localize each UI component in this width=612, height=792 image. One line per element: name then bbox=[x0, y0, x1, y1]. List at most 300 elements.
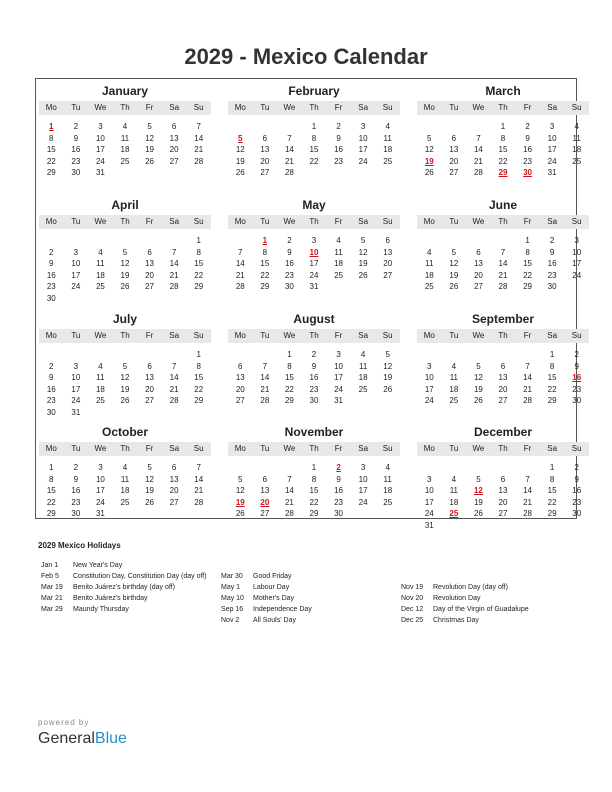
day-cell[interactable]: 20 bbox=[235, 384, 245, 394]
day-cell[interactable]: 2 bbox=[287, 236, 292, 245]
day-cell[interactable]: 18 bbox=[358, 373, 368, 382]
day-cell[interactable]: 21 bbox=[498, 270, 508, 280]
day-cell[interactable]: 24 bbox=[95, 497, 105, 507]
day-cell[interactable]: 13 bbox=[145, 373, 155, 382]
day-cell[interactable]: 20 bbox=[449, 156, 459, 166]
day-cell[interactable]: 8 bbox=[525, 247, 530, 257]
day-cell[interactable]: 8 bbox=[287, 361, 292, 371]
day-cell-holiday[interactable]: 1 bbox=[49, 122, 54, 131]
day-cell[interactable]: 28 bbox=[235, 282, 245, 291]
day-cell[interactable]: 21 bbox=[194, 486, 204, 495]
day-cell-holiday[interactable]: 2 bbox=[336, 463, 341, 472]
day-cell[interactable]: 18 bbox=[334, 259, 344, 268]
day-cell[interactable]: 10 bbox=[95, 474, 105, 484]
day-cell[interactable]: 19 bbox=[145, 486, 155, 495]
day-cell[interactable]: 10 bbox=[547, 133, 557, 143]
day-cell[interactable]: 22 bbox=[309, 156, 319, 166]
day-cell[interactable]: 1 bbox=[549, 463, 555, 472]
day-cell[interactable]: 20 bbox=[145, 384, 155, 394]
day-cell[interactable]: 8 bbox=[500, 133, 506, 143]
day-cell[interactable]: 8 bbox=[311, 133, 317, 143]
day-cell[interactable]: 17 bbox=[358, 145, 368, 154]
day-cell[interactable]: 6 bbox=[385, 236, 390, 245]
day-cell[interactable]: 12 bbox=[145, 474, 155, 484]
day-cell[interactable]: 26 bbox=[449, 282, 459, 291]
day-cell[interactable]: 15 bbox=[309, 486, 319, 495]
day-cell[interactable]: 10 bbox=[358, 474, 368, 484]
day-cell[interactable]: 31 bbox=[309, 282, 319, 291]
day-cell[interactable]: 9 bbox=[49, 259, 54, 268]
day-cell[interactable]: 15 bbox=[523, 259, 533, 268]
day-cell[interactable]: 18 bbox=[383, 486, 393, 495]
day-cell[interactable]: 21 bbox=[169, 384, 179, 394]
day-cell-holiday[interactable]: 12 bbox=[473, 486, 483, 495]
day-cell[interactable]: 18 bbox=[572, 145, 582, 154]
day-cell[interactable]: 1 bbox=[311, 122, 317, 131]
day-cell[interactable]: 15 bbox=[194, 373, 204, 382]
day-cell[interactable]: 14 bbox=[473, 145, 483, 154]
day-cell[interactable]: 6 bbox=[262, 133, 268, 143]
day-cell[interactable]: 5 bbox=[238, 474, 243, 484]
day-cell[interactable]: 4 bbox=[122, 122, 128, 131]
day-cell[interactable]: 5 bbox=[476, 361, 481, 371]
day-cell-holiday[interactable]: 19 bbox=[235, 497, 245, 507]
day-cell[interactable]: 23 bbox=[547, 270, 557, 280]
day-cell[interactable]: 29 bbox=[284, 396, 294, 405]
day-cell[interactable]: 28 bbox=[498, 282, 508, 291]
day-cell[interactable]: 31 bbox=[95, 168, 105, 177]
day-cell[interactable]: 2 bbox=[336, 122, 341, 131]
day-cell[interactable]: 19 bbox=[473, 384, 483, 394]
day-cell-holiday[interactable]: 5 bbox=[238, 133, 243, 143]
day-cell[interactable]: 16 bbox=[284, 259, 294, 268]
day-cell[interactable]: 18 bbox=[449, 497, 459, 507]
day-cell[interactable]: 9 bbox=[525, 133, 530, 143]
day-cell[interactable]: 1 bbox=[549, 350, 555, 359]
day-cell[interactable]: 17 bbox=[309, 259, 319, 268]
day-cell[interactable]: 15 bbox=[46, 145, 56, 154]
day-cell[interactable]: 27 bbox=[498, 396, 508, 405]
day-cell[interactable]: 27 bbox=[169, 497, 179, 507]
day-cell[interactable]: 20 bbox=[383, 259, 393, 268]
day-cell[interactable]: 16 bbox=[547, 259, 557, 268]
day-cell[interactable]: 22 bbox=[547, 497, 557, 507]
day-cell[interactable]: 13 bbox=[260, 486, 270, 495]
day-cell[interactable]: 5 bbox=[122, 361, 128, 371]
day-cell[interactable]: 27 bbox=[235, 396, 245, 405]
day-cell[interactable]: 27 bbox=[473, 282, 483, 291]
day-cell[interactable]: 17 bbox=[358, 486, 368, 495]
day-cell[interactable]: 18 bbox=[95, 384, 105, 394]
day-cell[interactable]: 20 bbox=[169, 145, 179, 154]
day-cell[interactable]: 13 bbox=[498, 373, 508, 382]
day-cell[interactable]: 2 bbox=[549, 236, 555, 245]
day-cell[interactable]: 3 bbox=[98, 122, 103, 131]
day-cell[interactable]: 28 bbox=[473, 168, 483, 177]
day-cell[interactable]: 5 bbox=[451, 247, 457, 257]
day-cell[interactable]: 12 bbox=[383, 361, 393, 371]
day-cell[interactable]: 3 bbox=[427, 474, 432, 484]
day-cell[interactable]: 25 bbox=[334, 270, 344, 280]
day-cell[interactable]: 20 bbox=[145, 270, 155, 280]
day-cell[interactable]: 14 bbox=[260, 373, 270, 382]
day-cell[interactable]: 15 bbox=[547, 373, 557, 382]
day-cell-holiday[interactable]: 10 bbox=[309, 247, 319, 257]
day-cell[interactable]: 12 bbox=[120, 373, 130, 382]
day-cell[interactable]: 26 bbox=[120, 396, 130, 405]
day-cell[interactable]: 26 bbox=[145, 156, 155, 166]
day-cell[interactable]: 6 bbox=[262, 474, 268, 484]
day-cell[interactable]: 21 bbox=[284, 497, 294, 507]
day-cell[interactable]: 19 bbox=[120, 384, 130, 394]
day-cell[interactable]: 2 bbox=[73, 122, 79, 131]
day-cell[interactable]: 7 bbox=[476, 133, 481, 143]
day-cell[interactable]: 12 bbox=[449, 259, 459, 268]
day-cell[interactable]: 15 bbox=[194, 259, 204, 268]
day-cell[interactable]: 12 bbox=[235, 145, 245, 154]
day-cell[interactable]: 29 bbox=[46, 509, 56, 518]
day-cell[interactable]: 26 bbox=[145, 497, 155, 507]
day-cell[interactable]: 3 bbox=[311, 236, 317, 245]
day-cell[interactable]: 17 bbox=[71, 384, 81, 394]
day-cell[interactable]: 2 bbox=[311, 350, 317, 359]
day-cell[interactable]: 8 bbox=[196, 361, 201, 371]
day-cell[interactable]: 8 bbox=[549, 474, 555, 484]
day-cell[interactable]: 28 bbox=[523, 396, 533, 405]
day-cell[interactable]: 4 bbox=[122, 463, 128, 472]
day-cell[interactable]: 23 bbox=[334, 156, 344, 166]
day-cell[interactable]: 5 bbox=[147, 122, 152, 131]
day-cell[interactable]: 30 bbox=[547, 282, 557, 291]
day-cell[interactable]: 16 bbox=[71, 486, 81, 495]
day-cell[interactable]: 7 bbox=[196, 463, 201, 472]
day-cell[interactable]: 22 bbox=[46, 156, 56, 166]
day-cell[interactable]: 29 bbox=[309, 509, 319, 518]
day-cell[interactable]: 26 bbox=[235, 509, 245, 518]
day-cell[interactable]: 7 bbox=[238, 247, 243, 257]
day-cell[interactable]: 11 bbox=[572, 133, 581, 143]
day-cell[interactable]: 12 bbox=[145, 133, 155, 143]
day-cell[interactable]: 4 bbox=[451, 474, 457, 484]
day-cell[interactable]: 21 bbox=[235, 270, 245, 280]
day-cell[interactable]: 2 bbox=[525, 122, 530, 131]
day-cell[interactable]: 8 bbox=[49, 133, 54, 143]
day-cell[interactable]: 1 bbox=[49, 463, 54, 472]
day-cell[interactable]: 7 bbox=[287, 474, 292, 484]
day-cell[interactable]: 20 bbox=[498, 497, 508, 507]
day-cell[interactable]: 5 bbox=[147, 463, 152, 472]
day-cell[interactable]: 3 bbox=[549, 122, 555, 131]
day-cell[interactable]: 4 bbox=[385, 463, 390, 472]
day-cell[interactable]: 16 bbox=[71, 145, 81, 154]
day-cell[interactable]: 26 bbox=[235, 168, 245, 177]
day-cell[interactable]: 4 bbox=[451, 361, 457, 371]
day-cell[interactable]: 4 bbox=[360, 350, 366, 359]
day-cell[interactable]: 9 bbox=[336, 474, 341, 484]
day-cell[interactable]: 28 bbox=[284, 168, 294, 177]
day-cell[interactable]: 1 bbox=[500, 122, 506, 131]
day-cell[interactable]: 11 bbox=[383, 133, 392, 143]
day-cell[interactable]: 23 bbox=[71, 156, 81, 166]
day-cell[interactable]: 26 bbox=[424, 168, 434, 177]
day-cell[interactable]: 25 bbox=[383, 497, 393, 507]
day-cell[interactable]: 27 bbox=[498, 509, 508, 518]
day-cell[interactable]: 9 bbox=[73, 133, 79, 143]
day-cell[interactable]: 11 bbox=[383, 474, 392, 484]
day-cell[interactable]: 23 bbox=[334, 497, 344, 507]
day-cell[interactable]: 27 bbox=[383, 270, 393, 280]
day-cell[interactable]: 14 bbox=[194, 133, 204, 143]
day-cell[interactable]: 25 bbox=[449, 396, 459, 405]
day-cell[interactable]: 17 bbox=[424, 384, 434, 394]
day-cell[interactable]: 29 bbox=[547, 509, 557, 518]
day-cell[interactable]: 7 bbox=[196, 122, 201, 131]
day-cell[interactable]: 13 bbox=[169, 133, 179, 143]
day-cell[interactable]: 31 bbox=[424, 520, 434, 530]
day-cell[interactable]: 6 bbox=[451, 133, 457, 143]
day-cell[interactable]: 19 bbox=[235, 156, 245, 166]
day-cell[interactable]: 5 bbox=[360, 236, 366, 245]
day-cell[interactable]: 26 bbox=[473, 509, 483, 518]
day-cell[interactable]: 15 bbox=[547, 486, 557, 495]
day-cell[interactable]: 14 bbox=[284, 145, 294, 154]
day-cell[interactable]: 2 bbox=[574, 350, 579, 359]
day-cell-holiday[interactable]: 29 bbox=[498, 168, 508, 177]
day-cell[interactable]: 13 bbox=[235, 373, 245, 382]
day-cell[interactable]: 23 bbox=[71, 497, 81, 507]
day-cell[interactable]: 17 bbox=[424, 497, 434, 507]
day-cell[interactable]: 16 bbox=[309, 373, 319, 382]
day-cell[interactable]: 23 bbox=[46, 282, 56, 291]
day-cell[interactable]: 23 bbox=[572, 497, 582, 507]
day-cell[interactable]: 26 bbox=[358, 270, 368, 280]
day-cell[interactable]: 20 bbox=[498, 384, 508, 394]
day-cell[interactable]: 28 bbox=[284, 509, 294, 518]
day-cell[interactable]: 7 bbox=[500, 247, 506, 257]
day-cell[interactable]: 24 bbox=[358, 156, 368, 166]
day-cell[interactable]: 19 bbox=[383, 373, 393, 382]
day-cell[interactable]: 30 bbox=[572, 509, 582, 518]
day-cell[interactable]: 1 bbox=[311, 463, 317, 472]
day-cell[interactable]: 1 bbox=[525, 236, 530, 245]
day-cell[interactable]: 2 bbox=[73, 463, 79, 472]
day-cell[interactable]: 6 bbox=[500, 361, 506, 371]
day-cell[interactable]: 10 bbox=[71, 259, 81, 268]
day-cell[interactable]: 11 bbox=[334, 247, 343, 257]
day-cell[interactable]: 14 bbox=[498, 259, 508, 268]
day-cell[interactable]: 31 bbox=[95, 509, 105, 518]
day-cell[interactable]: 13 bbox=[449, 145, 459, 154]
day-cell[interactable]: 11 bbox=[425, 259, 434, 268]
day-cell[interactable]: 27 bbox=[260, 168, 270, 177]
day-cell[interactable]: 15 bbox=[309, 145, 319, 154]
day-cell[interactable]: 10 bbox=[358, 133, 368, 143]
day-cell[interactable]: 3 bbox=[574, 236, 579, 245]
day-cell[interactable]: 16 bbox=[572, 486, 582, 495]
day-cell[interactable]: 16 bbox=[46, 270, 56, 280]
day-cell[interactable]: 9 bbox=[336, 133, 341, 143]
day-cell[interactable]: 11 bbox=[96, 259, 105, 268]
day-cell[interactable]: 3 bbox=[73, 247, 79, 257]
day-cell[interactable]: 29 bbox=[194, 396, 204, 405]
day-cell[interactable]: 19 bbox=[120, 270, 130, 280]
day-cell[interactable]: 13 bbox=[260, 145, 270, 154]
day-cell[interactable]: 30 bbox=[309, 396, 319, 405]
day-cell[interactable]: 21 bbox=[194, 145, 204, 154]
day-cell[interactable]: 13 bbox=[473, 259, 483, 268]
day-cell[interactable]: 9 bbox=[574, 361, 579, 371]
day-cell[interactable]: 14 bbox=[523, 373, 533, 382]
day-cell[interactable]: 23 bbox=[572, 384, 582, 394]
day-cell[interactable]: 24 bbox=[309, 270, 319, 280]
day-cell[interactable]: 3 bbox=[98, 463, 103, 472]
day-cell[interactable]: 6 bbox=[147, 247, 152, 257]
day-cell[interactable]: 24 bbox=[358, 497, 368, 507]
day-cell[interactable]: 18 bbox=[424, 270, 434, 280]
day-cell[interactable]: 29 bbox=[523, 282, 533, 291]
day-cell[interactable]: 15 bbox=[260, 259, 270, 268]
day-cell[interactable]: 23 bbox=[523, 156, 533, 166]
day-cell[interactable]: 29 bbox=[547, 396, 557, 405]
day-cell[interactable]: 24 bbox=[547, 156, 557, 166]
day-cell[interactable]: 30 bbox=[71, 509, 81, 518]
day-cell[interactable]: 3 bbox=[360, 463, 366, 472]
day-cell[interactable]: 1 bbox=[196, 236, 201, 245]
day-cell[interactable]: 25 bbox=[95, 282, 105, 291]
day-cell[interactable]: 14 bbox=[284, 486, 294, 495]
day-cell[interactable]: 21 bbox=[284, 156, 294, 166]
day-cell[interactable]: 21 bbox=[473, 156, 483, 166]
day-cell[interactable]: 10 bbox=[95, 133, 105, 143]
day-cell[interactable]: 25 bbox=[95, 396, 105, 405]
day-cell[interactable]: 31 bbox=[547, 168, 557, 177]
day-cell[interactable]: 21 bbox=[169, 270, 179, 280]
day-cell[interactable]: 21 bbox=[523, 497, 533, 507]
day-cell[interactable]: 12 bbox=[235, 486, 245, 495]
day-cell[interactable]: 22 bbox=[46, 497, 56, 507]
day-cell[interactable]: 24 bbox=[95, 156, 105, 166]
brand-logo[interactable] bbox=[38, 730, 127, 748]
day-cell[interactable]: 6 bbox=[476, 247, 481, 257]
day-cell[interactable]: 28 bbox=[523, 509, 533, 518]
day-cell[interactable]: 11 bbox=[358, 361, 368, 371]
day-cell[interactable]: 26 bbox=[120, 282, 130, 291]
day-cell[interactable]: 10 bbox=[424, 486, 434, 495]
day-cell[interactable]: 28 bbox=[169, 396, 179, 405]
day-cell[interactable]: 22 bbox=[498, 156, 508, 166]
day-cell[interactable]: 30 bbox=[572, 396, 582, 405]
day-cell[interactable]: 19 bbox=[473, 497, 483, 507]
day-cell[interactable]: 8 bbox=[49, 474, 54, 484]
day-cell[interactable]: 11 bbox=[120, 474, 130, 484]
day-cell[interactable]: 25 bbox=[424, 282, 434, 291]
day-cell[interactable]: 2 bbox=[574, 463, 579, 472]
day-cell[interactable]: 21 bbox=[523, 384, 533, 394]
day-cell[interactable]: 26 bbox=[473, 396, 483, 405]
day-cell[interactable]: 3 bbox=[336, 350, 341, 359]
day-cell[interactable]: 7 bbox=[262, 361, 268, 371]
day-cell[interactable]: 30 bbox=[334, 509, 344, 518]
day-cell[interactable]: 12 bbox=[358, 247, 368, 257]
day-cell[interactable]: 3 bbox=[360, 122, 366, 131]
day-cell[interactable]: 4 bbox=[385, 122, 390, 131]
day-cell[interactable]: 18 bbox=[120, 145, 130, 154]
day-cell[interactable]: 25 bbox=[572, 156, 582, 166]
day-cell[interactable]: 16 bbox=[334, 486, 344, 495]
day-cell[interactable]: 9 bbox=[549, 247, 555, 257]
day-cell[interactable]: 9 bbox=[73, 474, 79, 484]
day-cell[interactable]: 22 bbox=[260, 270, 270, 280]
day-cell-holiday[interactable]: 20 bbox=[260, 497, 270, 507]
day-cell[interactable]: 14 bbox=[169, 373, 179, 382]
day-cell[interactable]: 28 bbox=[194, 497, 204, 507]
day-cell[interactable]: 24 bbox=[424, 509, 434, 518]
day-cell[interactable]: 31 bbox=[71, 407, 81, 417]
day-cell[interactable]: 9 bbox=[574, 474, 579, 484]
day-cell[interactable]: 7 bbox=[525, 474, 530, 484]
day-cell[interactable]: 6 bbox=[500, 474, 506, 484]
day-cell[interactable]: 18 bbox=[120, 486, 130, 495]
day-cell[interactable]: 22 bbox=[194, 384, 204, 394]
day-cell[interactable]: 14 bbox=[194, 474, 204, 484]
day-cell[interactable]: 10 bbox=[424, 373, 434, 382]
day-cell[interactable]: 18 bbox=[95, 270, 105, 280]
day-cell[interactable]: 17 bbox=[95, 145, 105, 154]
day-cell[interactable]: 24 bbox=[71, 396, 81, 405]
day-cell[interactable]: 26 bbox=[383, 384, 393, 394]
day-cell-holiday[interactable]: 30 bbox=[523, 168, 533, 177]
day-cell[interactable]: 13 bbox=[169, 474, 179, 484]
day-cell[interactable]: 6 bbox=[171, 463, 177, 472]
day-cell[interactable]: 11 bbox=[449, 486, 458, 495]
day-cell[interactable]: 8 bbox=[549, 361, 555, 371]
day-cell[interactable]: 4 bbox=[574, 122, 579, 131]
day-cell[interactable]: 17 bbox=[547, 145, 557, 154]
day-cell[interactable]: 7 bbox=[171, 247, 177, 257]
day-cell[interactable]: 27 bbox=[449, 168, 459, 177]
day-cell[interactable]: 14 bbox=[523, 486, 533, 495]
day-cell[interactable]: 15 bbox=[498, 145, 508, 154]
day-cell[interactable]: 19 bbox=[449, 270, 459, 280]
day-cell[interactable]: 15 bbox=[284, 373, 294, 382]
day-cell[interactable]: 30 bbox=[284, 282, 294, 291]
day-cell[interactable]: 2 bbox=[49, 361, 54, 371]
day-cell[interactable]: 29 bbox=[260, 282, 270, 291]
day-cell[interactable]: 16 bbox=[523, 145, 533, 154]
day-cell[interactable]: 17 bbox=[71, 270, 81, 280]
day-cell[interactable]: 10 bbox=[572, 247, 582, 257]
day-cell[interactable]: 8 bbox=[262, 247, 268, 257]
day-cell[interactable]: 5 bbox=[427, 133, 432, 143]
day-cell[interactable]: 20 bbox=[169, 486, 179, 495]
day-cell[interactable]: 4 bbox=[336, 236, 341, 245]
day-cell[interactable]: 13 bbox=[498, 486, 508, 495]
day-cell[interactable]: 17 bbox=[334, 373, 344, 382]
day-cell-holiday[interactable]: 1 bbox=[262, 236, 268, 245]
day-cell[interactable]: 8 bbox=[196, 247, 201, 257]
day-cell[interactable]: 12 bbox=[424, 145, 434, 154]
day-cell[interactable]: 5 bbox=[385, 350, 390, 359]
day-cell[interactable]: 27 bbox=[260, 509, 270, 518]
day-cell[interactable]: 13 bbox=[383, 247, 393, 257]
day-cell[interactable]: 6 bbox=[147, 361, 152, 371]
day-cell[interactable]: 23 bbox=[309, 384, 319, 394]
day-cell[interactable]: 27 bbox=[145, 396, 155, 405]
day-cell[interactable]: 25 bbox=[120, 156, 130, 166]
day-cell[interactable]: 4 bbox=[98, 361, 103, 371]
day-cell[interactable]: 30 bbox=[46, 407, 56, 417]
day-cell[interactable]: 6 bbox=[171, 122, 177, 131]
